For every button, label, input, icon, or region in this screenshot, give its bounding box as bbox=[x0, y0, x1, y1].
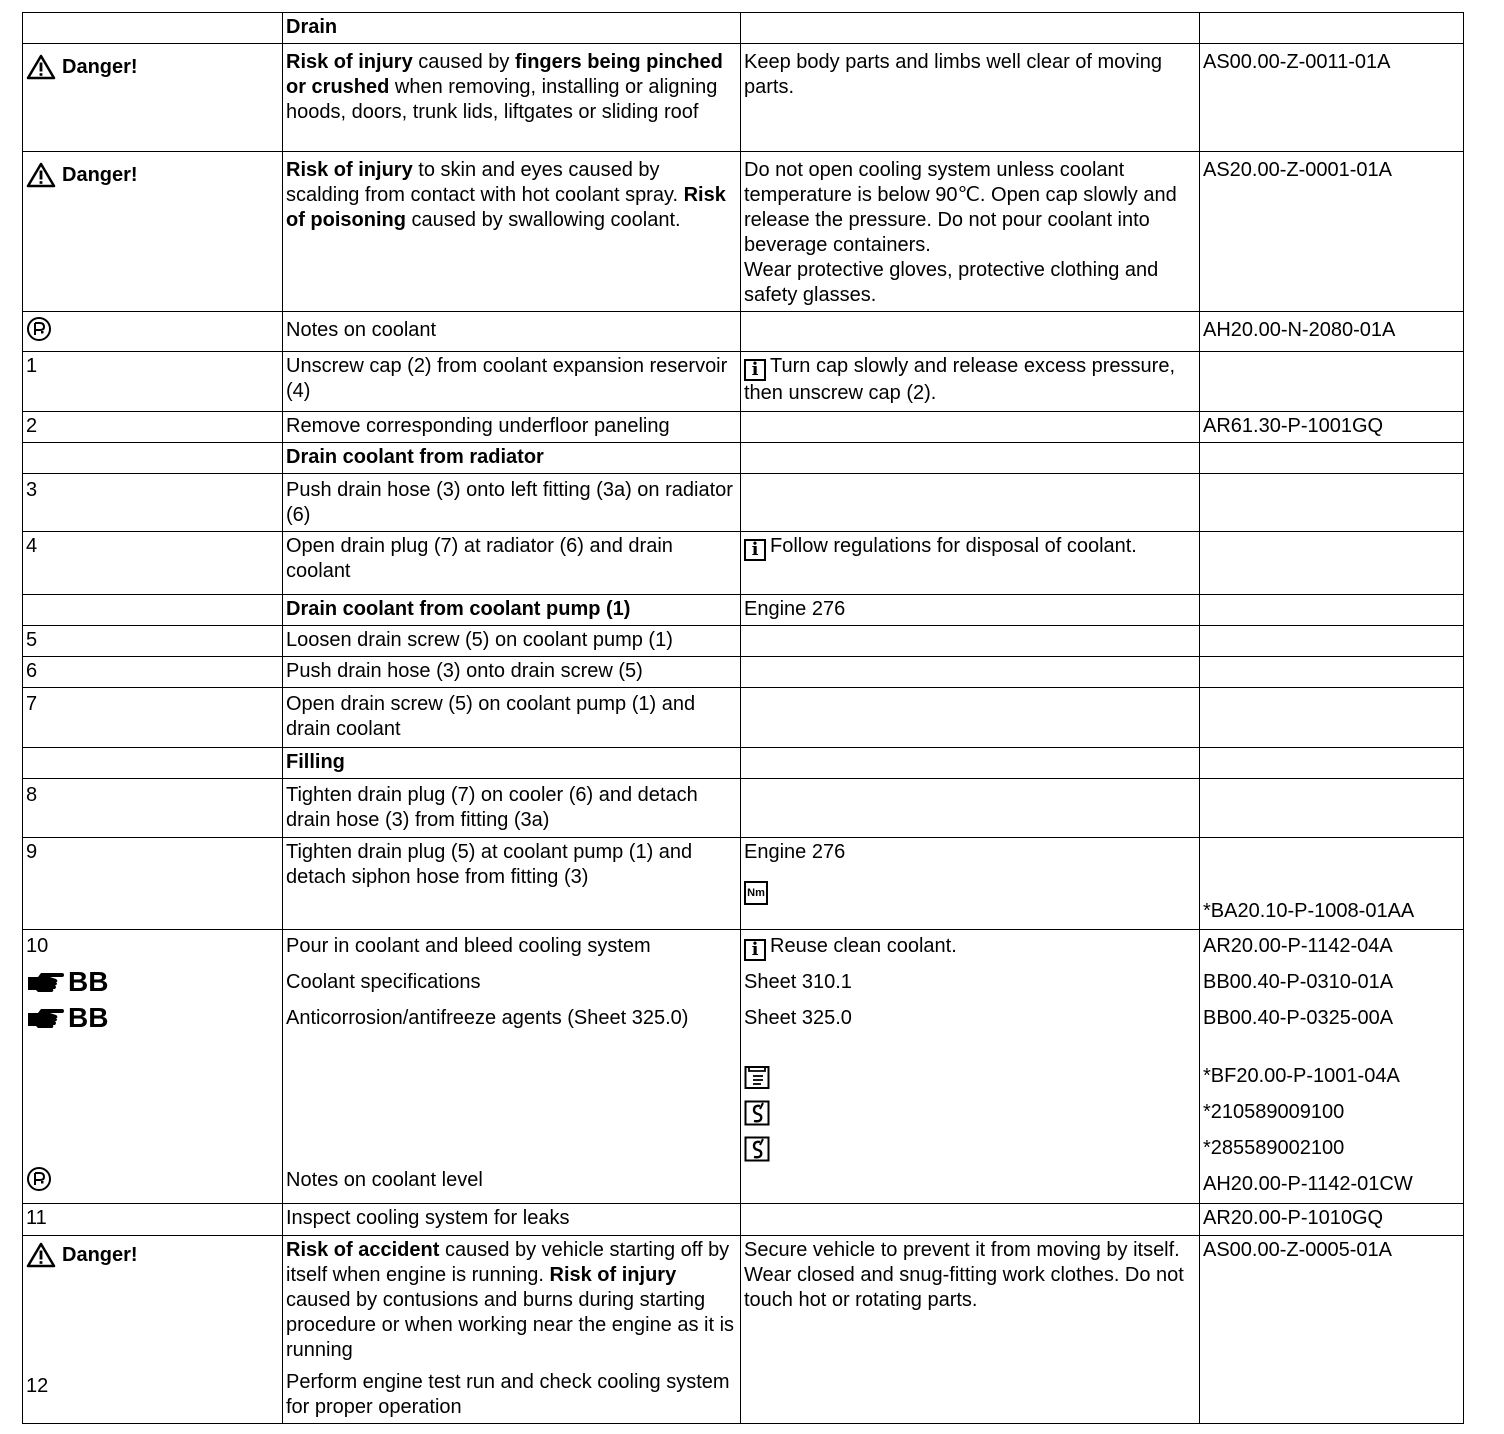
step-text: Push drain hose (3) onto left fitting (3a) on radiator (6) bbox=[283, 474, 741, 532]
remedy-text: Do not open cooling system unless coolant temperature is below 90℃. Open cap slowly and release the pressure. Do not pour coolant into beverage containers. Wear protective gloves, protective clothing and safety glasses. bbox=[741, 152, 1200, 312]
step-text: Notes on coolant bbox=[283, 312, 741, 352]
step-text: Unscrew cap (2) from coolant expansion reservoir (4) bbox=[283, 352, 741, 412]
step-text: Loosen drain screw (5) on coolant pump (1) bbox=[283, 626, 741, 657]
section-title: Drain coolant from coolant pump (1) bbox=[286, 598, 631, 620]
reference-link[interactable]: AS20.00-Z-0001-01A bbox=[1203, 159, 1393, 181]
reference-link[interactable]: AR20.00-P-1010GQ bbox=[1203, 1207, 1384, 1229]
step-text: Pour in coolant and bleed cooling system bbox=[286, 935, 651, 957]
table-row bbox=[23, 44, 1464, 152]
warning-triangle-icon bbox=[26, 1242, 56, 1268]
warning-triangle-icon bbox=[26, 54, 56, 80]
section-title: Filling bbox=[286, 751, 345, 773]
reference-link[interactable]: *210589009100 bbox=[1203, 1101, 1345, 1123]
risk-description: Risk of injury caused by fingers being pinched or crushed when removing, installing or aligning hoods, doors, trunk lids, liftgates or sliding roof bbox=[283, 44, 741, 152]
note-text: i Reuse clean coolant. bbox=[744, 934, 1196, 970]
pointing-hand-icon bbox=[26, 1004, 66, 1032]
step-number: 2 bbox=[23, 412, 283, 443]
risk-description: Risk of injury to skin and eyes caused by scalding from contact with hot coolant spray. Risk of poisoning caused by swallowing coolant. bbox=[283, 152, 741, 312]
table-row bbox=[23, 1236, 1464, 1424]
step-number: 6 bbox=[23, 657, 283, 688]
step-text: Inspect cooling system for leaks bbox=[283, 1204, 741, 1236]
section-title: Drain bbox=[286, 16, 338, 38]
table-row bbox=[23, 13, 1464, 44]
step-text: Push drain hose (3) onto drain screw (5) bbox=[283, 657, 741, 688]
step-number: 1 bbox=[23, 352, 283, 412]
reference-link[interactable]: AR61.30-P-1001GQ bbox=[1203, 415, 1384, 437]
notes-icon bbox=[26, 1166, 52, 1192]
table-row bbox=[23, 688, 1464, 748]
step-text: Remove corresponding underfloor paneling bbox=[283, 412, 741, 443]
spec-text: Coolant specifications bbox=[286, 971, 481, 993]
special-tool-icon bbox=[744, 1100, 770, 1126]
table-row bbox=[23, 930, 1464, 1204]
reference-link[interactable]: AH20.00-P-1142-01CW bbox=[1203, 1173, 1413, 1195]
table-row bbox=[23, 443, 1464, 474]
table-row bbox=[23, 474, 1464, 532]
reference-link[interactable]: *BA20.10-P-1008-01AA bbox=[1203, 900, 1415, 922]
step-text: Tighten drain plug (7) on cooler (6) and detach drain hose (3) from fitting (3a) bbox=[283, 779, 741, 838]
torque-nm-icon: Nm bbox=[744, 881, 768, 905]
danger-label: Danger! bbox=[26, 1242, 138, 1268]
procedure-sheet bbox=[22, 12, 1463, 1424]
reference-link[interactable]: AR20.00-P-1142-04A bbox=[1203, 935, 1393, 957]
reference-link[interactable]: AS00.00-Z-0011-01A bbox=[1203, 51, 1391, 73]
section-title: Drain coolant from radiator bbox=[286, 446, 544, 468]
sheet-text: Sheet 310.1 bbox=[744, 971, 852, 993]
remedy-text: Keep body parts and limbs well clear of moving parts. bbox=[741, 44, 1200, 152]
reference-link[interactable]: BB00.40-P-0310-01A bbox=[1203, 971, 1394, 993]
note-text: Engine 276 bbox=[744, 841, 846, 863]
step-number: 10 bbox=[26, 935, 49, 957]
workshop-fluid-icon bbox=[744, 1064, 770, 1090]
step-number: 7 bbox=[23, 688, 283, 748]
notes-text: Notes on coolant level bbox=[286, 1169, 483, 1191]
sheet-text: Sheet 325.0 bbox=[744, 1007, 852, 1029]
table-row bbox=[23, 748, 1464, 779]
step-number: 11 bbox=[23, 1204, 283, 1236]
info-icon: i bbox=[744, 939, 766, 961]
step-text: Open drain plug (7) at radiator (6) and drain coolant bbox=[283, 532, 741, 595]
bb-reference-marker: BB bbox=[26, 966, 108, 998]
warning-triangle-icon bbox=[26, 162, 56, 188]
table-row bbox=[23, 657, 1464, 688]
note-text: i Turn cap slowly and release excess pressure, then unscrew cap (2). bbox=[741, 352, 1200, 412]
note-text: Engine 276 bbox=[741, 595, 1200, 626]
reference-link[interactable]: *BF20.00-P-1001-04A bbox=[1203, 1065, 1400, 1087]
step-number: 9 bbox=[23, 838, 283, 930]
table-row bbox=[23, 595, 1464, 626]
step-number: 4 bbox=[23, 532, 283, 595]
danger-label: Danger! bbox=[26, 162, 138, 188]
step-number: 3 bbox=[23, 474, 283, 532]
notes-icon bbox=[26, 316, 52, 342]
reference-link[interactable]: *285589002100 bbox=[1203, 1137, 1345, 1159]
danger-label: Danger! bbox=[26, 54, 138, 80]
step-number: 12 bbox=[26, 1375, 49, 1397]
pointing-hand-icon bbox=[26, 968, 66, 996]
info-icon: i bbox=[744, 539, 766, 561]
table-row bbox=[23, 312, 1464, 352]
info-icon: i bbox=[744, 359, 766, 381]
table-row bbox=[23, 352, 1464, 412]
procedure-table bbox=[22, 12, 1464, 1424]
step-text: Perform engine test run and check cooling system for proper operation bbox=[286, 1371, 730, 1418]
bb-reference-marker: BB bbox=[26, 1002, 108, 1034]
reference-link[interactable]: AS00.00-Z-0005-01A bbox=[1203, 1239, 1393, 1261]
table-row bbox=[23, 779, 1464, 838]
note-text: i Follow regulations for disposal of coolant. bbox=[741, 532, 1200, 595]
step-text: Tighten drain plug (5) at coolant pump (1) and detach siphon hose from fitting (3) bbox=[283, 838, 741, 930]
table-row bbox=[23, 838, 1464, 930]
table-row bbox=[23, 626, 1464, 657]
reference-link[interactable]: BB00.40-P-0325-00A bbox=[1203, 1007, 1394, 1029]
table-row bbox=[23, 1204, 1464, 1236]
special-tool-icon bbox=[744, 1136, 770, 1162]
table-row bbox=[23, 412, 1464, 443]
spec-text: Anticorrosion/antifreeze agents (Sheet 325.0) bbox=[286, 1007, 689, 1029]
remedy-text: Secure vehicle to prevent it from moving by itself. Wear closed and snug-fitting work clothes. Do not touch hot or rotating parts. bbox=[741, 1236, 1200, 1424]
risk-description: Risk of accident caused by vehicle starting off by itself when engine is running. Risk of injury caused by contusions and burns during starting procedure or when working near the engine as it is running bbox=[286, 1239, 735, 1361]
step-number: 5 bbox=[23, 626, 283, 657]
table-row bbox=[23, 532, 1464, 595]
table-row bbox=[23, 152, 1464, 312]
reference-link[interactable]: AH20.00-N-2080-01A bbox=[1203, 319, 1396, 341]
step-text: Open drain screw (5) on coolant pump (1) and drain coolant bbox=[283, 688, 741, 748]
step-number: 8 bbox=[23, 779, 283, 838]
